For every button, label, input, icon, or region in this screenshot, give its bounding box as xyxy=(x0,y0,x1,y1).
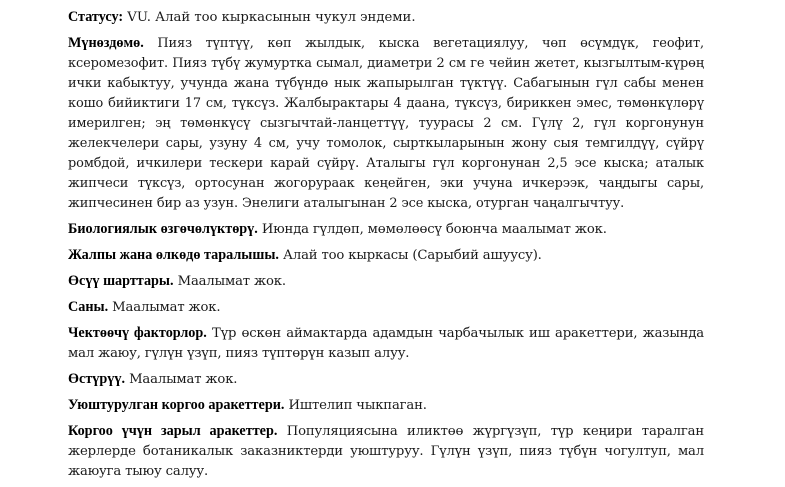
growth-conditions-section xyxy=(68,271,704,292)
required-actions-text: Популяциясына иликтөө жүргүзүп, түр кеңири таралган жерлерде ботаникалык заказниктерди уюштуруу. Гүлүн үзүп, пияз түбүн чогултуп, мал жаюуга тыюу салуу. xyxy=(68,424,704,479)
description-heading: Мүнөздөмө. xyxy=(68,35,144,51)
required-actions-section xyxy=(68,421,704,482)
cultivation-heading: Өстүрүү. xyxy=(68,371,126,387)
protection-measures-text: Иштелип чыкпаган. xyxy=(284,398,427,413)
status-text: VU. Алай тоо кыркасынын чукул эндеми. xyxy=(123,10,416,25)
distribution-section xyxy=(68,245,704,266)
status-section xyxy=(68,7,704,28)
required-actions-heading: Коргоо үчүн зарыл аракеттер. xyxy=(68,423,278,439)
description-section xyxy=(68,33,704,214)
distribution-heading: Жалпы жана өлкөдө таралышы. xyxy=(68,247,279,263)
cultivation-text: Маалымат жок. xyxy=(125,372,238,387)
count-section xyxy=(68,297,704,318)
limiting-factors-text: Түр өскөн аймактарда адамдын чарбачылык иш аракеттери, жазында мал жаюу, гүлүн үзүп, пияз түптөрүн казып алуу. xyxy=(68,326,704,361)
biology-section xyxy=(68,219,704,240)
growth-conditions-heading: Өсүү шарттары. xyxy=(68,273,174,289)
biology-text: Июнда гүлдөп, мөмөлөөсү боюнча маалымат жок. xyxy=(257,222,607,237)
species-description-document xyxy=(68,7,704,487)
cultivation-section xyxy=(68,369,704,390)
count-text: Маалымат жок. xyxy=(108,300,221,315)
status-heading: Статусу: xyxy=(68,9,124,25)
limiting-factors-heading: Чектөөчү факторлор. xyxy=(68,325,207,341)
distribution-text: Алай тоо кыркасы (Сарыбий ашуусу). xyxy=(278,248,542,263)
protection-measures-section xyxy=(68,395,704,416)
protection-measures-heading: Уюштурулган коргоо аракеттери. xyxy=(68,397,285,413)
growth-conditions-text: Маалымат жок. xyxy=(173,274,286,289)
biology-heading: Биологиялык өзгөчөлүктөрү. xyxy=(68,221,258,237)
limiting-factors-section xyxy=(68,323,704,364)
count-heading: Саны. xyxy=(68,299,109,315)
description-text: Пияз түптүү, көп жылдык, кыска вегетациялуу, чөп өсүмдүк, геофит, ксеромезофит. Пияз түбү жумуртка сымал, диаметри 2 см ге чейин жетет, кызгылтым-күрөң ички кабыктуу, учунда жана түбүндө нык жапырылган түктүү. Сабагынын гүл сабы менен кошо бийиктиги 17 см, түксүз. Жалбырактары 4 даана, түксүз, бириккен эмес, төмөнкүлөрү имерилген; эң төмөнкүсү сызгычтай-ланцеттүү, туурасы 2 см. Гүлү 2, гүл коргонунун желекчелери сары, узуну 4 см, учу томолок, сырткыларынын жону сыя темгилдүү, сүйрү ромбдой, ичкилери тескери карай сүйрү. Аталыгы гүл коргонунан 2,5 эсе кыска; аталык жипчеси түксүз, ортосунан жогорураак кеңейген, эки учуна ичкерээк, чаңдыгы сары, жипчесинен бир аз узун. Энелиги аталыгынан 2 эсе кыска, отурган чаңалгычтуу. xyxy=(68,36,704,211)
